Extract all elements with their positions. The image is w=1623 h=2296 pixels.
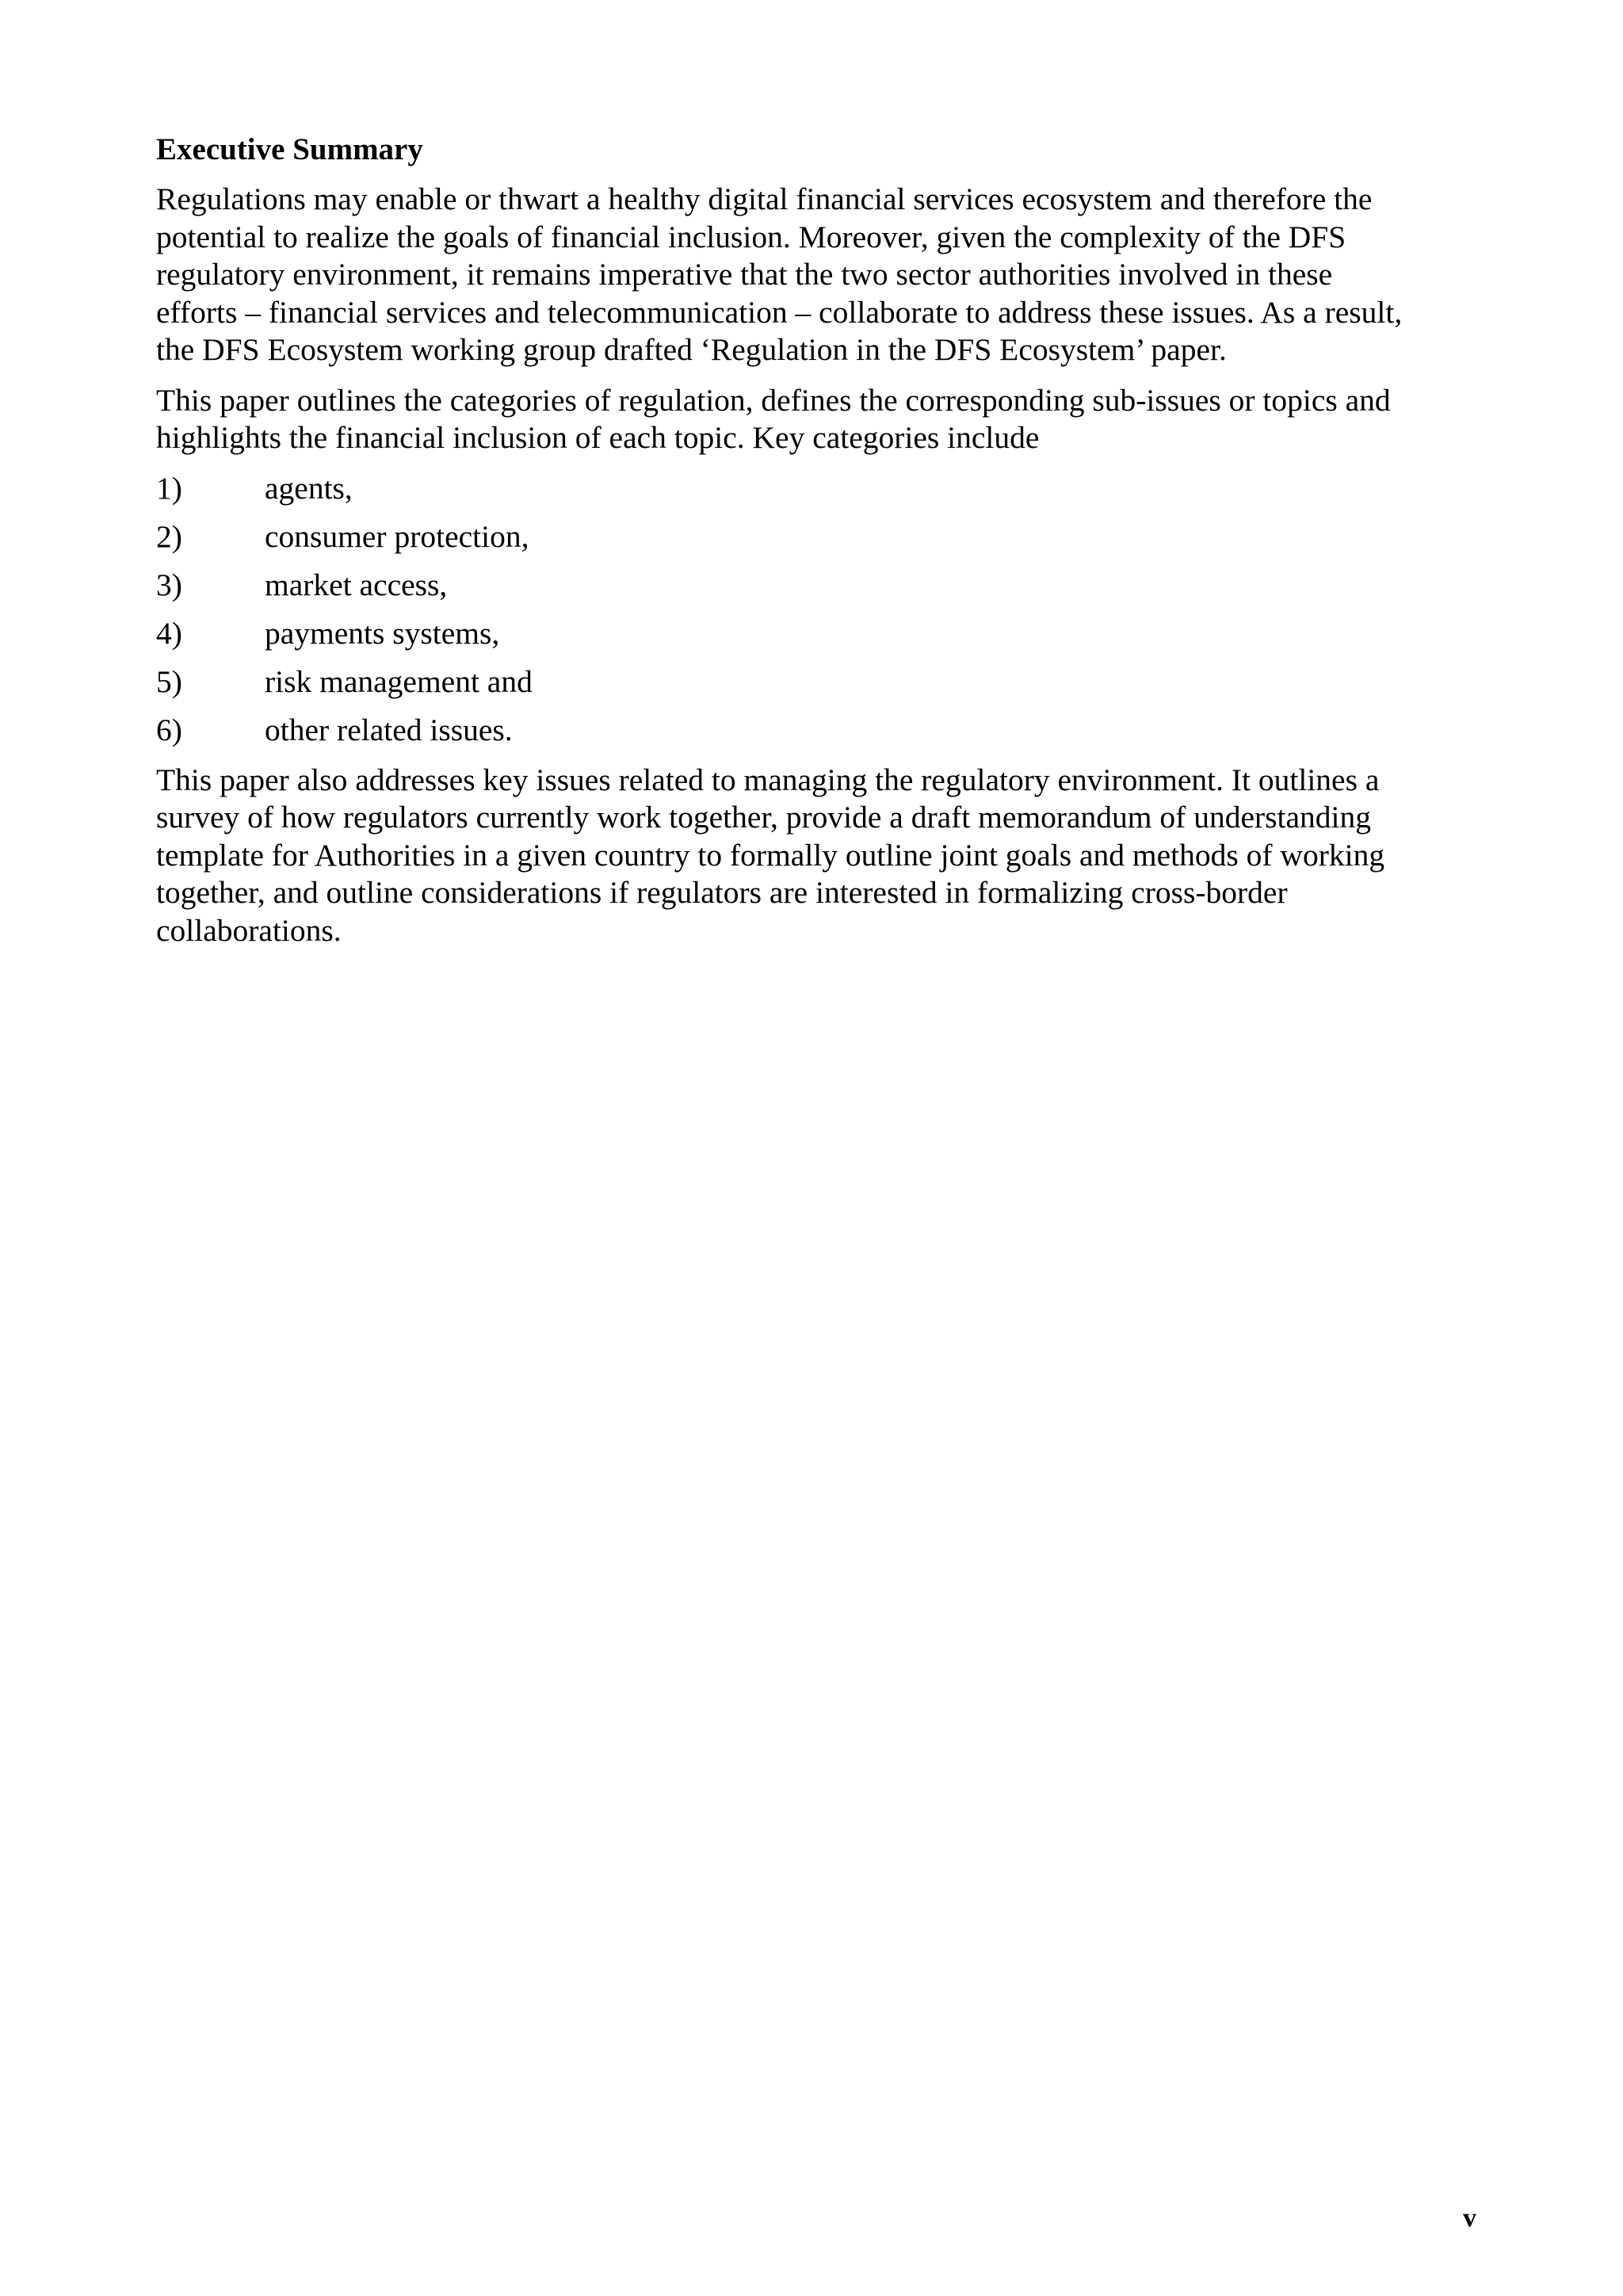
list-item-text: risk management and <box>265 663 533 699</box>
categories-list <box>156 470 1487 749</box>
closing-paragraph: This paper also addresses key issues related to managing the regulatory environment. It outlines a survey of how regulators currently work together, provide a draft memorandum of understanding template for Authorities in a given country to formally outline joint goals and methods of working together, and outline considerations if regulators are interested in formalizing cross-border collaborations. <box>156 762 1385 948</box>
intro-paragraph: Regulations may enable or thwart a healthy digital financial services ecosystem and therefore the potential to realize the goals of financial inclusion. Moreover, given the complexity of the DFS regulatory environment, it remains imperative that the two sector authorities involved in these efforts – financial services and telecommunication – collaborate to address these issues. As a result, the DFS Ecosystem working group drafted ‘Regulation in the DFS Ecosystem’ paper. <box>156 181 1403 367</box>
list-item-text: payments systems, <box>265 615 500 651</box>
list-item-number: 1) <box>156 470 182 506</box>
list-item-number: 5) <box>156 663 182 699</box>
page-content <box>156 132 1487 962</box>
list-item <box>156 567 1487 604</box>
list-item-text: consumer protection, <box>265 518 529 554</box>
list-item <box>156 518 1487 556</box>
list-item-text: other related issues. <box>265 712 513 747</box>
section-heading: Executive Summary <box>156 132 423 166</box>
list-item-number: 2) <box>156 518 182 554</box>
list-item <box>156 712 1487 749</box>
page-number: v <box>1463 2203 1476 2233</box>
list-item <box>156 470 1487 507</box>
list-item-number: 4) <box>156 615 182 651</box>
list-item-text: market access, <box>265 567 448 602</box>
list-item-number: 3) <box>156 567 182 602</box>
categories-intro-paragraph: This paper outlines the categories of regulation, defines the corresponding sub-issues or topics and highlights the financial inclusion of each topic. Key categories include <box>156 382 1391 455</box>
list-item-number: 6) <box>156 712 182 747</box>
list-item <box>156 615 1487 652</box>
list-item <box>156 663 1487 701</box>
list-item-text: agents, <box>265 470 353 506</box>
